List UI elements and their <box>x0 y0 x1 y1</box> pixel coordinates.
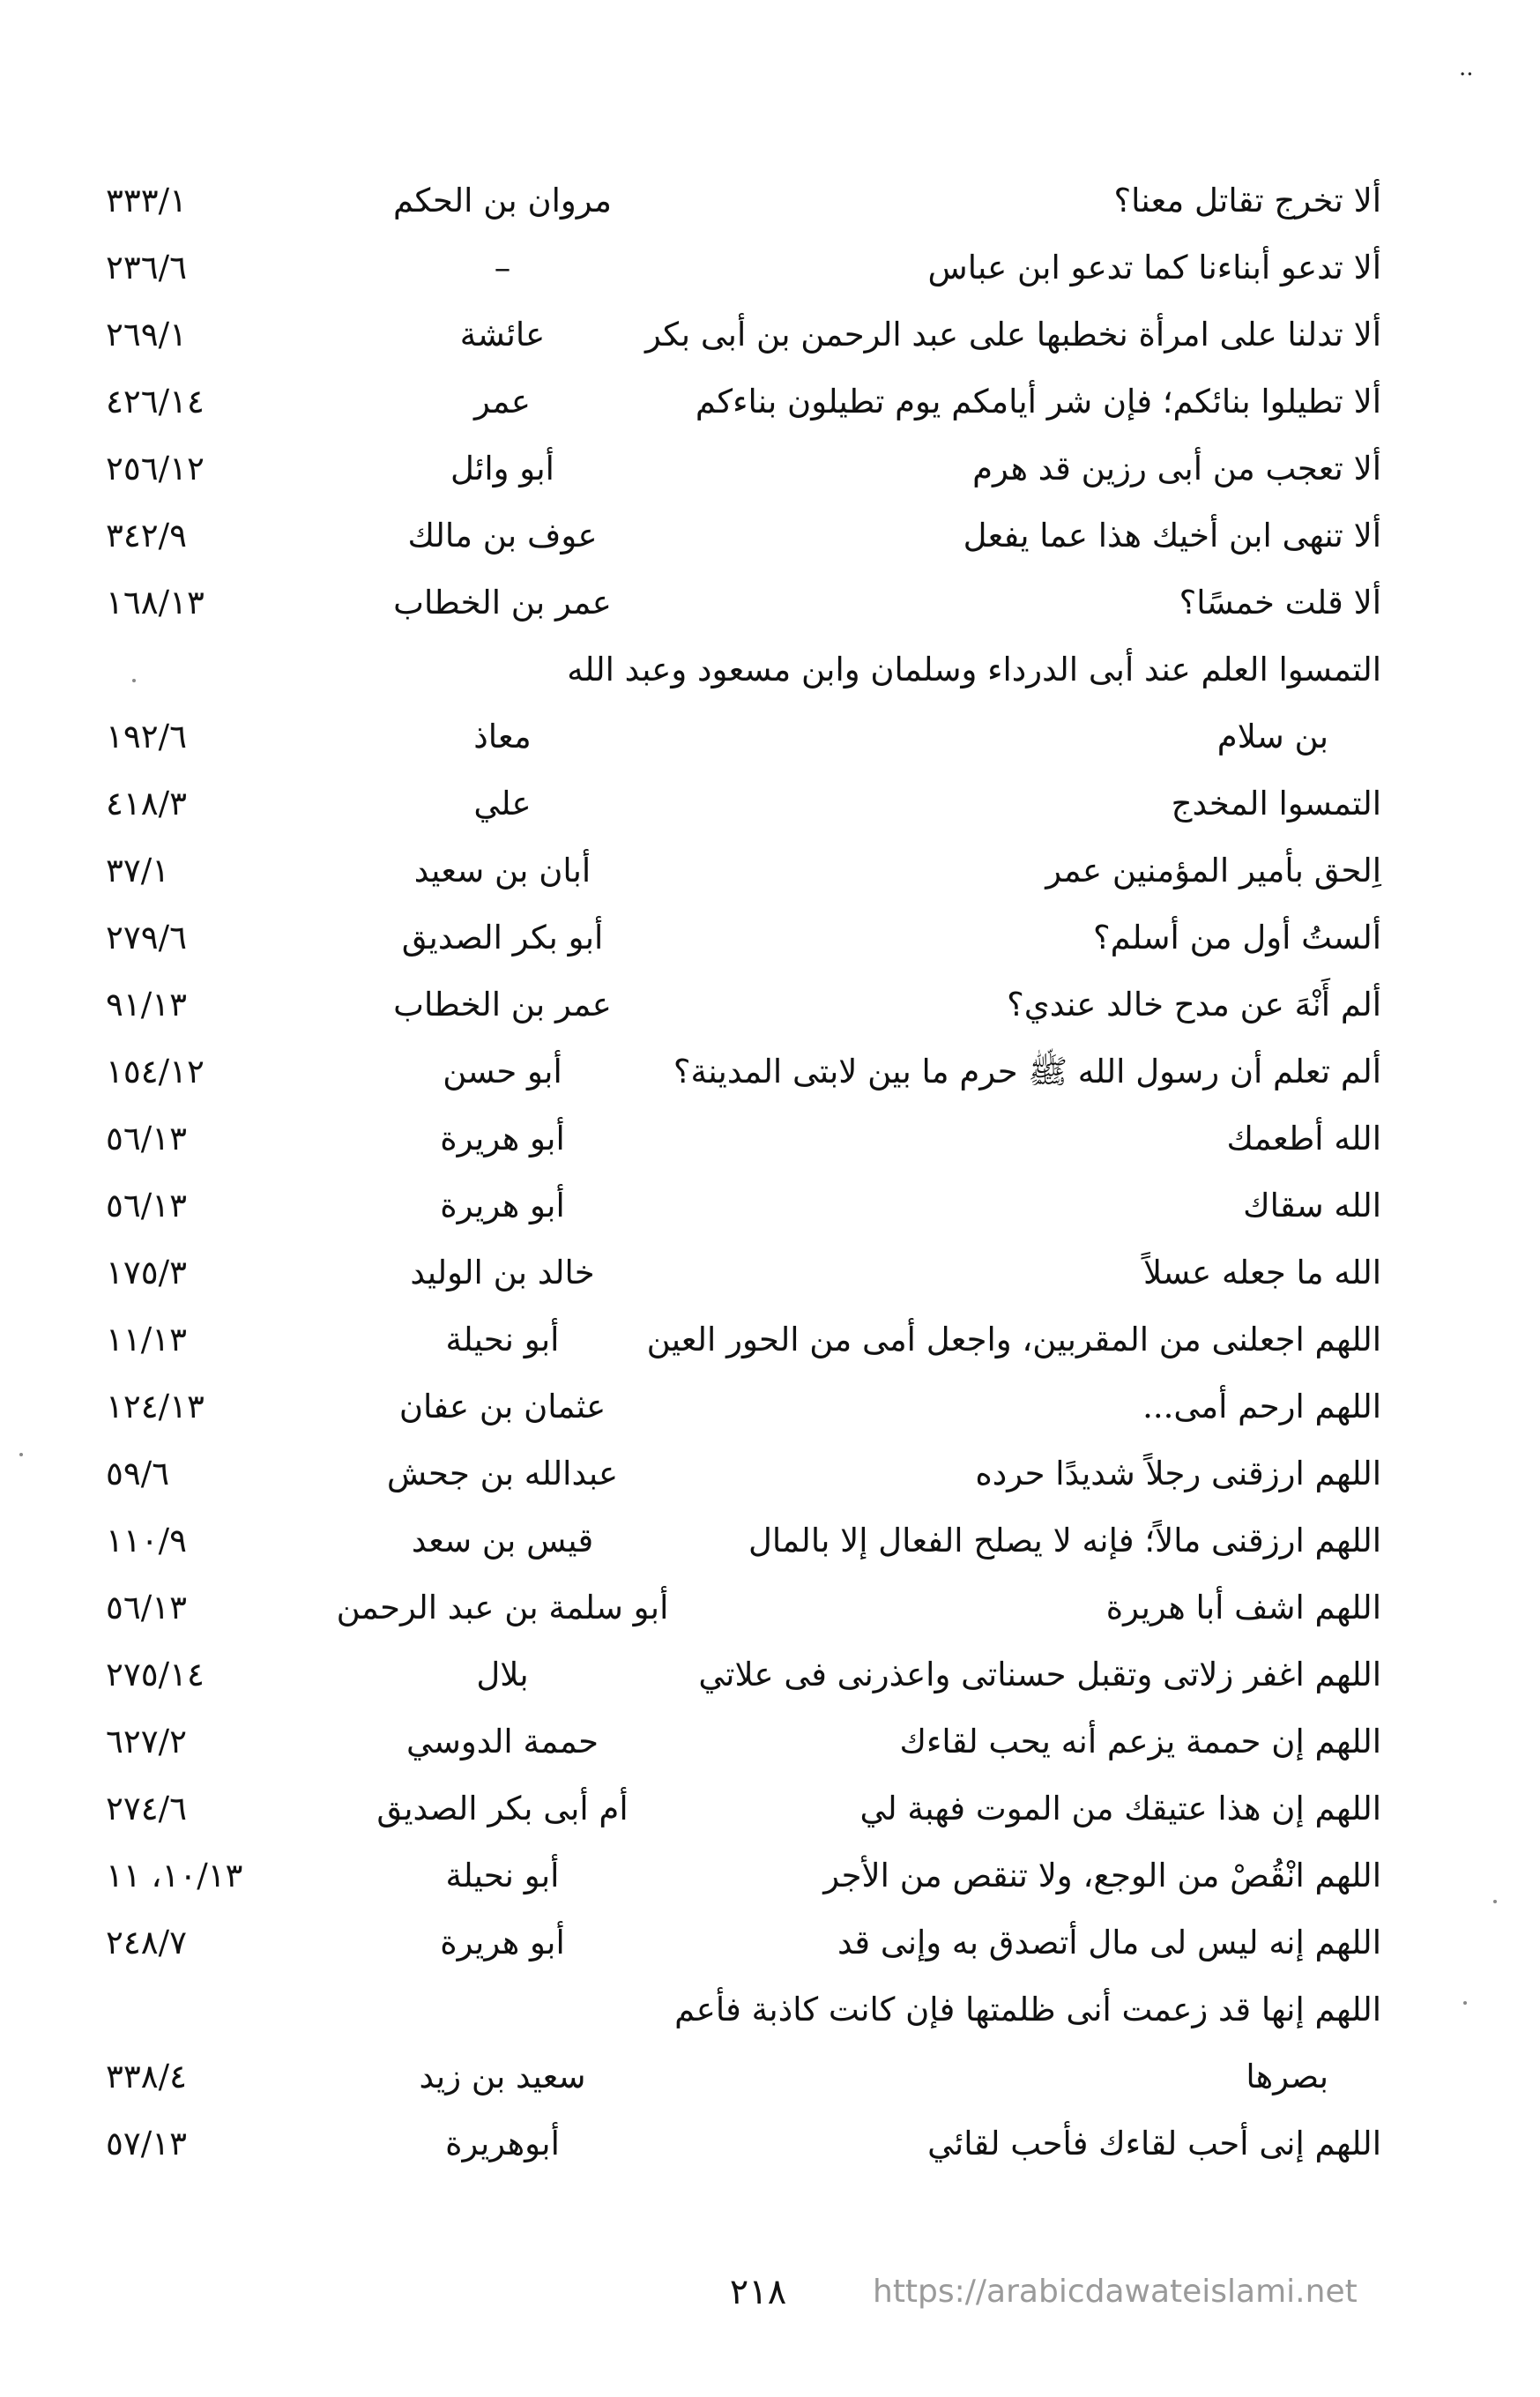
phrase-text: الله سقاك <box>1243 1187 1381 1225</box>
phrase-text: اللهم ارزقنى رجلاً شديدًا حرده <box>975 1455 1381 1493</box>
index-row <box>0 569 1540 636</box>
phrase-text: ألا تطيلوا بنائكم؛ فإن شر أيامكم يوم تطيلون بناءكم <box>695 383 1381 421</box>
phrase-text: ألم تعلم أن رسول الله ﷺ حرم ما بين لابتى المدينة؟ <box>673 1053 1381 1091</box>
narrator-name: أبو بكر الصديق <box>401 919 604 957</box>
index-row <box>0 167 1540 234</box>
phrase-text: التمسوا العلم عند أبى الدرداء وسلمان وابن مسعود وعبد الله <box>567 651 1381 689</box>
index-row <box>0 2043 1540 2110</box>
phrase-text: اللهم ارحم أمى... <box>1142 1388 1381 1426</box>
volume-page-ref: ٤١٨/٣ <box>106 785 187 823</box>
phrase-text: ألا تخرج تقاتل معنا؟ <box>1113 182 1381 220</box>
volume-page-ref: ٢٣٦/٦ <box>106 249 187 287</box>
index-row <box>0 1507 1540 1574</box>
corner-mark: .. <box>1459 55 1474 81</box>
volume-page-ref: ٥٦/١٣ <box>106 1187 187 1225</box>
index-row <box>0 2110 1540 2177</box>
phrase-text: ألا قلت خمسًا؟ <box>1179 584 1381 622</box>
volume-page-ref: ١٧٥/٣ <box>106 1254 187 1292</box>
narrator-name: أبو هريرة <box>440 1187 565 1225</box>
phrase-text: اِلحق بأمير المؤمنين عمر <box>1045 852 1381 890</box>
volume-page-ref: ٣٧/١ <box>106 852 170 890</box>
narrator-name: عمر <box>474 383 531 421</box>
phrase-text: اللهم إن حممة يزعم أنه يحب لقاءك <box>899 1723 1381 1761</box>
volume-page-ref: ٣٤٢/٩ <box>106 517 187 555</box>
phrase-text: اللهم إنه ليس لى مال أتصدق به وإنى قد <box>837 1924 1381 1962</box>
narrator-name: عمر بن الخطاب <box>393 584 612 622</box>
volume-page-ref: ١٠/١٣، ١١ <box>106 1857 243 1895</box>
index-row <box>0 971 1540 1038</box>
phrase-text: اللهم اشف أبا هريرة <box>1105 1589 1381 1627</box>
index-row <box>0 1239 1540 1306</box>
volume-page-ref: ٥٧/١٣ <box>106 2125 187 2163</box>
phrase-text: ألا تدلنا على امرأة نخطبها على عبد الرحمن بن أبى بكر <box>644 316 1381 354</box>
phrase-text: الله أطعمك <box>1226 1120 1381 1158</box>
index-row <box>0 703 1540 770</box>
volume-page-ref: ٥٦/١٣ <box>106 1120 187 1158</box>
speck <box>19 1453 23 1456</box>
volume-page-ref: ٦٢٧/٢ <box>106 1723 187 1761</box>
index-row <box>0 636 1540 703</box>
index-row <box>0 502 1540 569</box>
page-footer <box>0 2257 1540 2327</box>
phrase-text: ألا تدعو أبناءنا كما تدعو ابن عباس <box>927 249 1381 287</box>
narrator-name: بلال <box>476 1656 529 1694</box>
index-row <box>0 1909 1540 1976</box>
phrase-text: بن سلام <box>1216 718 1328 756</box>
phrase-text: اللهم إنها قد زعمت أنى ظلمتها فإن كانت كاذبة فأعم <box>674 1991 1381 2029</box>
volume-page-ref: ٥٩/٦ <box>106 1455 170 1493</box>
volume-page-ref: ٣٣٣/١ <box>106 182 187 220</box>
phrase-text: ألا تعجب من أبى رزين قد هرم <box>972 450 1381 488</box>
volume-page-ref: ١٦٨/١٣ <box>106 584 205 622</box>
index-row <box>0 1842 1540 1909</box>
index-row <box>0 1373 1540 1440</box>
index-row <box>0 1976 1540 2043</box>
volume-page-ref: ١٩٢/٦ <box>106 718 187 756</box>
phrase-text: الله ما جعله عسلاً <box>1143 1254 1381 1292</box>
phrase-text: التمسوا المخدج <box>1171 785 1381 823</box>
narrator-name: معاذ <box>473 718 532 756</box>
volume-page-ref: ٩١/١٣ <box>106 986 187 1024</box>
index-row <box>0 837 1540 904</box>
narrator-name: أبو وائل <box>450 450 554 488</box>
narrator-name: أم أبى بكر الصديق <box>376 1790 629 1828</box>
narrator-name <box>335 1976 670 2043</box>
phrase-text: ألا تنهى ابن أخيك هذا عما يفعل <box>963 517 1381 555</box>
narrator-name: أبو حسن <box>443 1053 562 1091</box>
index-row <box>0 435 1540 502</box>
narrator-name: أبو نحيلة <box>445 1321 560 1359</box>
narrator-name: علي <box>473 785 532 823</box>
index-table <box>0 167 1540 2177</box>
index-row <box>0 1708 1540 1775</box>
index-row <box>0 904 1540 971</box>
volume-page-ref: ١١/١٣ <box>106 1321 187 1359</box>
narrator-name: أبوهريرة <box>445 2125 560 2163</box>
index-row <box>0 368 1540 435</box>
phrase-text: بصرها <box>1246 2058 1328 2096</box>
volume-page-ref: ٢٧٩/٦ <box>106 919 187 957</box>
volume-page-ref: ٤٢٦/١٤ <box>106 383 205 421</box>
index-row <box>0 770 1540 837</box>
narrator-name: – <box>494 249 511 287</box>
phrase-text: اللهم اغفر زلاتى وتقبل حسناتى واعذرنى فى علاتي <box>698 1656 1381 1694</box>
narrator-name: خالد بن الوليد <box>410 1254 595 1292</box>
phrase-text: ألم أَنْهَ عن مدح خالد عندي؟ <box>1007 986 1381 1024</box>
narrator-name: أبو سلمة بن عبد الرحمن <box>336 1589 669 1627</box>
narrator-name: سعيد بن زيد <box>419 2058 586 2096</box>
volume-page-ref: ١١٠/٩ <box>106 1522 187 1560</box>
volume-page-ref: ١٢٤/١٣ <box>106 1388 205 1426</box>
speck <box>132 679 136 682</box>
narrator-name: عثمان بن عفان <box>398 1388 606 1426</box>
watermark-url: https://arabicdawateislami.net <box>873 2274 1358 2310</box>
volume-page-ref: ٢٥٦/١٢ <box>106 450 205 488</box>
narrator-name: عمر بن الخطاب <box>393 986 612 1024</box>
index-row <box>0 301 1540 368</box>
volume-page-ref <box>106 636 309 703</box>
volume-page-ref: ٣٣٨/٤ <box>106 2058 187 2096</box>
narrator-name: عائشة <box>459 316 546 354</box>
narrator-name: حممة الدوسي <box>406 1723 599 1761</box>
phrase-text: ألستُ أول من أسلم؟ <box>1093 919 1381 957</box>
phrase-text: اللهم اجعلنى من المقربين، واجعل أمى من الحور العين <box>646 1321 1381 1359</box>
index-row <box>0 1641 1540 1708</box>
narrator-name: أبو هريرة <box>440 1120 565 1158</box>
narrator-name: أبو هريرة <box>440 1924 565 1962</box>
narrator-name: أبان بن سعيد <box>413 852 591 890</box>
index-row <box>0 1574 1540 1641</box>
volume-page-ref: ٢٧٤/٦ <box>106 1790 187 1828</box>
narrator-name: مروان بن الحكم <box>392 182 613 220</box>
speck <box>1463 2001 1467 2005</box>
index-row <box>0 1775 1540 1842</box>
volume-page-ref: ٢٦٩/١ <box>106 316 187 354</box>
volume-page-ref: ٢٤٨/٧ <box>106 1924 187 1962</box>
phrase-text: اللهم إنى أحب لقاءك فأحب لقائي <box>927 2125 1381 2163</box>
narrator-name: أبو نحيلة <box>445 1857 560 1895</box>
phrase-text: اللهم انْقُصْ من الوجع، ولا تنقص من الأجر <box>823 1857 1381 1895</box>
narrator-name <box>335 636 670 703</box>
index-row <box>0 234 1540 301</box>
index-row <box>0 1038 1540 1105</box>
speck <box>1493 1900 1497 1903</box>
narrator-name: عبدالله بن جحش <box>386 1455 619 1493</box>
index-row <box>0 1306 1540 1373</box>
narrator-name: عوف بن مالك <box>407 517 598 555</box>
phrase-text: اللهم إن هذا عتيقك من الموت فهبة لي <box>859 1790 1381 1828</box>
phrase-text: اللهم ارزقنى مالاً؛ فإنه لا يصلح الفعال إلا بالمال <box>748 1522 1381 1560</box>
volume-page-ref <box>106 1976 309 2043</box>
volume-page-ref: ١٥٤/١٢ <box>106 1053 205 1091</box>
page-number: ٢١٨ <box>729 2272 787 2312</box>
index-row <box>0 1105 1540 1172</box>
volume-page-ref: ٢٧٥/١٤ <box>106 1656 205 1694</box>
volume-page-ref: ٥٦/١٣ <box>106 1589 187 1627</box>
narrator-name: قيس بن سعد <box>411 1522 594 1560</box>
index-row <box>0 1440 1540 1507</box>
index-row <box>0 1172 1540 1239</box>
